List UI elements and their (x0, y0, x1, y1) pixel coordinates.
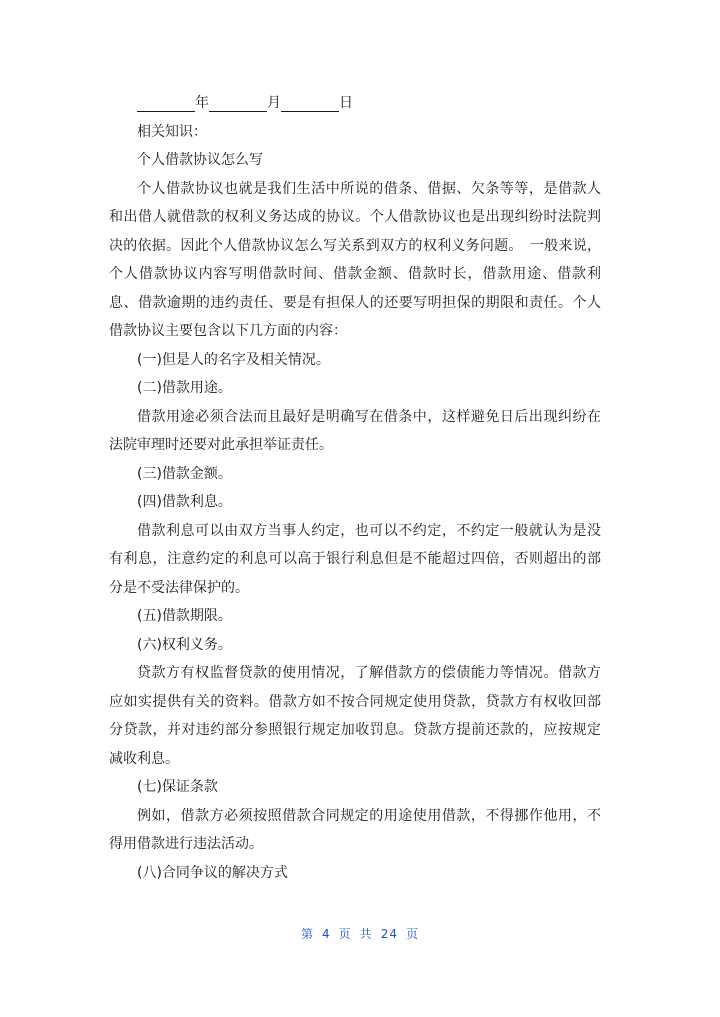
paragraph-line: 有利息，注意约定的利息可以高于银行利息但是不能超过四倍，否则超出的部 (109, 551, 601, 567)
footer-gong: 共 (359, 927, 373, 941)
paragraph-line: 得用借款进行违法活动。 (109, 836, 263, 852)
paragraph-line: 减收利息。 (109, 750, 179, 767)
list-item-6: (六)权利义务。 (137, 636, 232, 653)
paragraph-line: 分贷款，并对违约部分参照银行规定加收罚息。贷款方提前还款的，应按规定 (109, 722, 601, 738)
section-heading: 个人借款协议怎么写 (137, 152, 263, 168)
related-knowledge-label: 相关知识： (137, 123, 207, 140)
paragraph-line: 借款协议主要包含以下几方面的内容： (109, 323, 347, 339)
list-item-1: (一)但是人的名字及相关情况。 (137, 351, 330, 368)
footer-page-number: 4 (322, 927, 331, 941)
paragraph-line: 借款用途必须合法而且最好是明确写在借条中，这样避免日后出现纠纷在 (137, 408, 601, 425)
month-blank (209, 97, 267, 112)
paragraph-5 (109, 802, 601, 859)
year-label: 年 (195, 95, 209, 111)
paragraph-line: 应如实提供有关的资料。借款方如不按合同规定使用贷款，贷款方有权收回部 (109, 693, 601, 710)
paragraph-1 (109, 175, 601, 346)
paragraph-line: 借款利息可以由双方当事人约定，也可以不约定，不约定一般就认为是没 (137, 522, 601, 539)
paragraph-line: 个人借款协议也就是我们生活中所说的借条、借据、欠条等等，是借款人 (137, 180, 601, 197)
paragraph-4 (109, 659, 601, 773)
paragraph-line: 和出借人就借款的权利义务达成的协议。个人借款协议也是出现纠纷时法院判 (109, 209, 601, 225)
list-item-5: (五)借款期限。 (137, 608, 232, 624)
paragraph-line: 息、借款逾期的违约责任、要是有担保人的还要写明担保的期限和责任。个人 (109, 294, 601, 311)
list-item-4: (四)借款利息。 (137, 494, 232, 510)
footer-di: 第 (301, 927, 315, 941)
document-body (109, 89, 601, 887)
paragraph-line: 例如，借款方必须按照借款合同规定的用途使用借款，不得挪作他用，不 (137, 807, 601, 824)
day-blank (281, 97, 339, 112)
list-item-3: (三)借款金额。 (137, 465, 232, 482)
list-item-7: (七)保证条款 (137, 779, 218, 795)
date-line (109, 89, 601, 118)
paragraph-2 (109, 403, 601, 460)
page-footer (0, 925, 720, 942)
list-item-8: (八)合同争议的解决方式 (137, 864, 288, 881)
footer-ye-2: 页 (405, 927, 419, 941)
paragraph-line: 贷款方有权监督贷款的使用情况，了解借款方的偿债能力等情况。借款方 (137, 665, 601, 681)
paragraph-3 (109, 517, 601, 603)
paragraph-line: 法院审理时还要对此承担举证责任。 (109, 437, 333, 453)
day-label: 日 (339, 95, 353, 111)
footer-total-pages: 24 (380, 927, 398, 941)
paragraph-line: 个人借款协议内容写明借款时间、借款金额、借款时长，借款用途、借款利 (109, 266, 601, 282)
paragraph-line: 分是不受法律保护的。 (109, 579, 249, 596)
month-label: 月 (267, 95, 281, 111)
year-blank (137, 97, 195, 112)
paragraph-line: 决的依据。因此个人借款协议怎么写关系到双方的权利义务问题。 一般来说， (109, 237, 601, 254)
list-item-2: (二)借款用途。 (137, 380, 232, 396)
footer-ye: 页 (338, 927, 352, 941)
